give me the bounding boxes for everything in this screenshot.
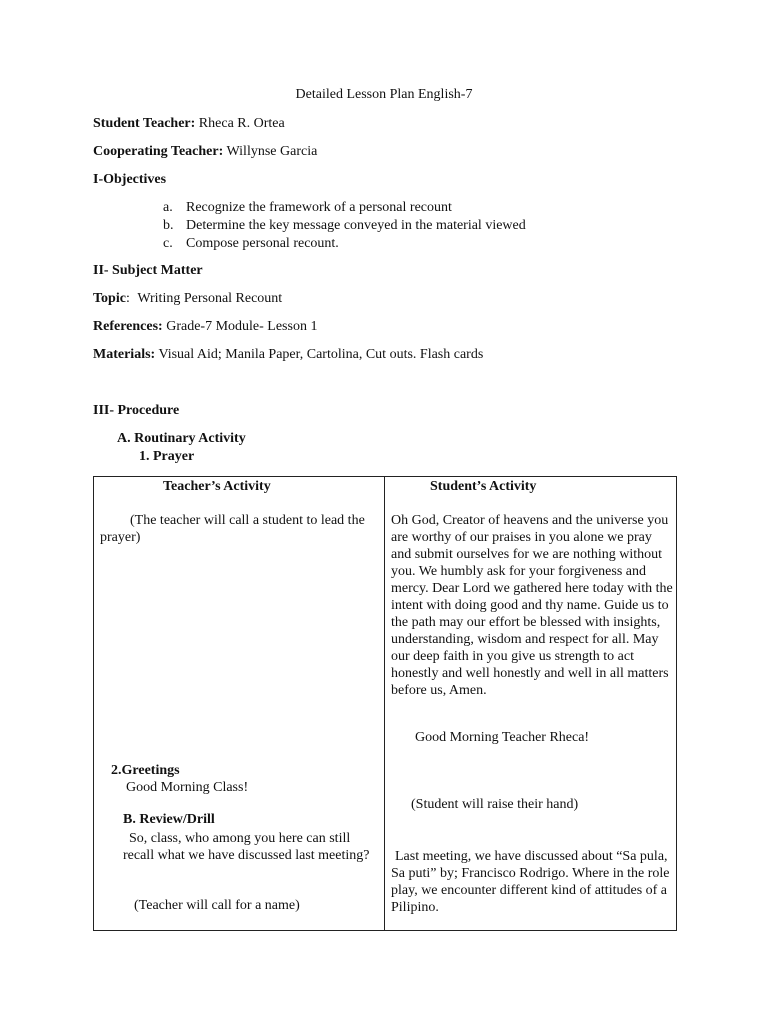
topic-value: Writing Personal Recount (137, 291, 283, 306)
teacher-activity-header: Teacher’s Activity (163, 479, 271, 494)
materials-line (93, 347, 483, 363)
objective-item: Recognize the framework of a personal recount (186, 200, 452, 215)
document-title: Detailed Lesson Plan English-7 (295, 87, 473, 102)
cooperating-teacher-label: Cooperating Teacher: (93, 144, 224, 159)
objective-item: Compose personal recount. (186, 236, 339, 251)
objective-letter: c. (163, 236, 173, 251)
student-raise-hand-text: (Student will raise their hand) (411, 797, 579, 812)
materials-value: Visual Aid; Manila Paper, Cartolina, Cut outs. Flash cards (158, 347, 484, 362)
student-activity-column (385, 477, 677, 931)
student-activity-header: Student’s Activity (430, 479, 537, 494)
objective-letter: b. (163, 218, 174, 233)
topic-separator: : (125, 291, 130, 306)
activity-table (93, 476, 677, 931)
materials-label: Materials: (93, 347, 156, 362)
teacher-greeting-text: Good Morning Class! (126, 780, 249, 795)
subject-matter-heading: II- Subject Matter (93, 263, 203, 278)
teacher-activity-column (94, 477, 385, 931)
routinary-activity-heading: A. Routinary Activity (117, 431, 246, 446)
teacher-review-text: So, class, who among you here can still recall what we have discussed last meeting? (123, 831, 370, 863)
objectives-heading: I-Objectives (93, 172, 167, 187)
cooperating-teacher-value: Willynse Garcia (226, 144, 318, 159)
references-label: References: (93, 319, 163, 334)
greetings-heading: 2.Greetings (111, 763, 180, 778)
student-teacher-value: Rheca R. Ortea (198, 116, 285, 131)
objective-item: Determine the key message conveyed in the material viewed (186, 218, 526, 233)
procedure-heading: III- Procedure (93, 403, 180, 418)
references-value: Grade-7 Module- Lesson 1 (166, 319, 318, 334)
references-line (93, 319, 317, 335)
student-prayer-text: Oh God, Creator of heavens and the universe you are worthy of our praises in you alone we pray and submit ourselves for we are nothing without you. We humbly ask for your forgiveness and mercy. Dear Lord we gathered here today with the intent with doing good and thy name. Guide us to the path may our effort be blessed with insights, understanding, wisdom and respect for all. May our deep faith in you give us strength to act honestly and well honestly and well in all matters before us, Amen. (391, 513, 673, 698)
review-drill-heading: B. Review/Drill (123, 812, 215, 827)
student-teacher-line (93, 116, 285, 132)
prayer-heading: 1. Prayer (139, 449, 195, 464)
topic-label: Topic (93, 291, 126, 306)
student-teacher-label: Student Teacher: (93, 116, 196, 131)
teacher-call-text: (Teacher will call for a name) (134, 898, 300, 913)
teacher-prayer-text: (The teacher will call a student to lead the prayer) (100, 513, 365, 545)
cooperating-teacher-line (93, 144, 317, 160)
topic-line (93, 291, 282, 307)
student-review-text: Last meeting, we have discussed about “Sa pula, Sa puti” by; Francisco Rodrigo. Where in the role play, we encounter different kind of attitudes of a Pilipino. (391, 849, 670, 915)
objective-letter: a. (163, 200, 173, 215)
student-greeting-text: Good Morning Teacher Rheca! (415, 730, 590, 745)
